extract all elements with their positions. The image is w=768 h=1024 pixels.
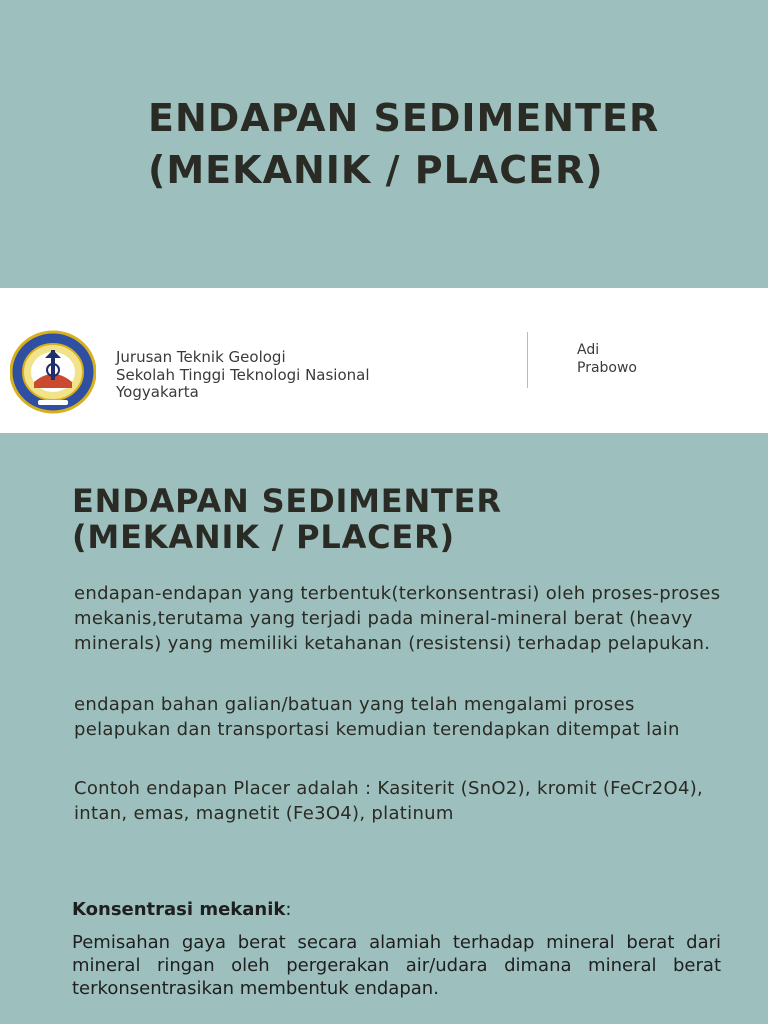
slide-title bbox=[72, 483, 502, 555]
slide-title-line-1: ENDAPAN SEDIMENTER bbox=[72, 482, 502, 520]
konsentrasi-body: Pemisahan gaya berat secara alamiah terhadap mineral berat dari mineral ringan oleh pergerakan air/udara dimana mineral berat terkonsentrasikan membentuk endapan. bbox=[72, 932, 721, 999]
institution-name bbox=[116, 349, 370, 402]
konsentrasi-heading bbox=[72, 898, 291, 922]
institution-line-1: Jurusan Teknik Geologi bbox=[116, 348, 286, 366]
process-paragraph: endapan bahan galian/batuan yang telah mengalami proses pelapukan dan transportasi kemudian terendapkan ditempat lain bbox=[74, 694, 680, 740]
title-slide bbox=[0, 0, 768, 288]
title-line-2: (MEKANIK / PLACER) bbox=[148, 148, 604, 192]
university-seal-icon bbox=[10, 330, 96, 416]
author-line-2: Prabowo bbox=[577, 359, 637, 376]
title-line-1: ENDAPAN SEDIMENTER bbox=[148, 96, 660, 140]
author-line-1: Adi bbox=[577, 342, 600, 358]
slide-title-line-2: (MEKANIK / PLACER) bbox=[72, 518, 455, 556]
examples-paragraph: Contoh endapan Placer adalah : Kasiterit (SnO2), kromit (FeCr2O4), intan, emas, magnetit (Fe3O4), platinum bbox=[74, 778, 704, 824]
presentation-title bbox=[148, 92, 748, 196]
author-name bbox=[577, 342, 637, 377]
divider bbox=[527, 332, 528, 388]
institution-line-2: Sekolah Tinggi Teknologi Nasional bbox=[116, 365, 370, 384]
institution-line-3: Yogyakarta bbox=[116, 383, 199, 401]
institution-band bbox=[0, 288, 768, 433]
definition-paragraph: endapan-endapan yang terbentuk(terkonsentrasi) oleh proses-proses mekanis,terutama yang terjadi pada mineral-mineral berat (heavy minerals) yang memiliki ketahanan (resistensi) terhadap pelapukan. bbox=[74, 583, 721, 654]
konsentrasi-heading-colon: : bbox=[285, 899, 292, 920]
konsentrasi-heading-label: Konsentrasi mekanik bbox=[72, 899, 286, 920]
content-slide bbox=[0, 433, 768, 1024]
